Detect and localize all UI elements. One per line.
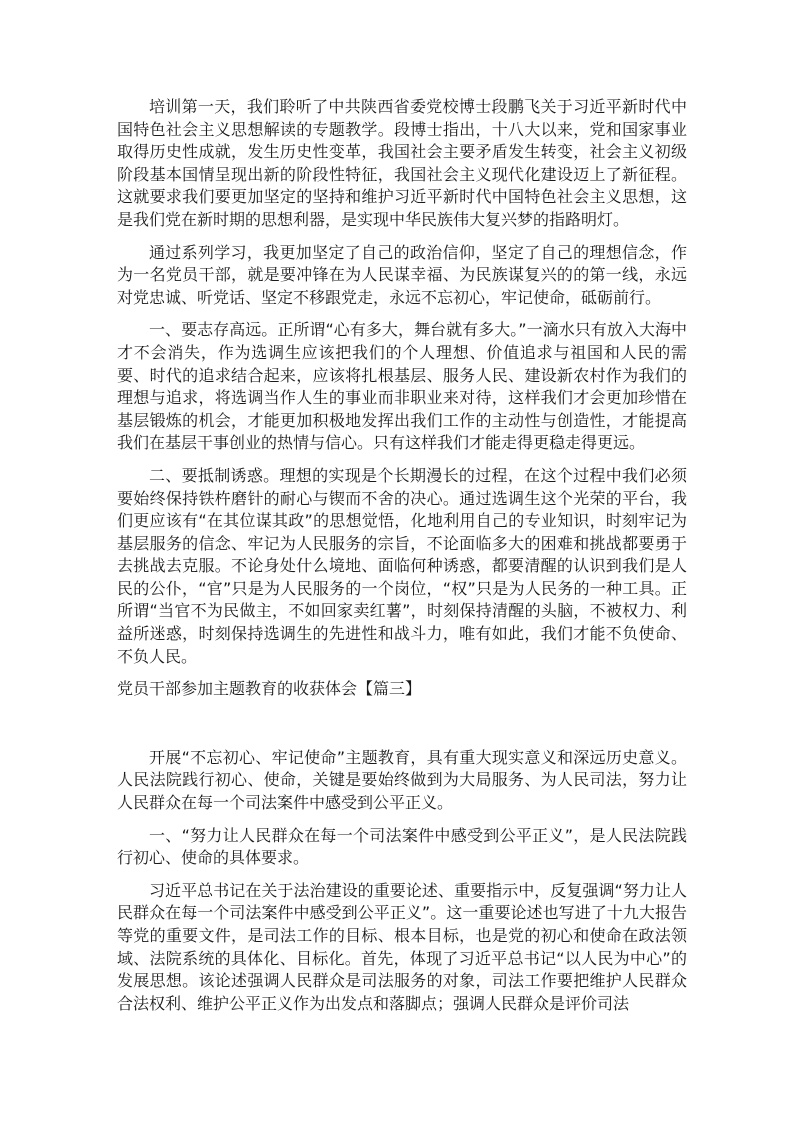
document-body — [117, 96, 687, 1025]
paragraph: 通过系列学习，我更加坚定了自己的政治信仰，坚定了自己的理想信念，作为一名党员干部，就是要冲锋在为人民谋幸福、为民族谋复兴的的第一线，永远对党忠诚、听党话、坚定不移跟党走，永远不忘初心，牢记使命，砥砺前行。 — [117, 242, 687, 307]
paragraph: 二、要抵制诱惑。理想的实现是个长期漫长的过程，在这个过程中我们必须要始终保持铁杵磨针的耐心与锲而不舍的决心。通过选调生这个光荣的平台，我们更应该有“在其位谋其政”的思想觉悟，化地利用自己的专业知识，时刻牢记为基层服务的信念、牢记为人民服务的宗旨，不论面临多大的困难和挑战都要勇于去挑战去克服。不论身处什么境地、面临何种诱惑，都要清醒的认识到我们是人民的公仆，“官”只是为人民服务的一个岗位，“权”只是为人民务的一种工具。正所谓“当官不为民做主，不如回家卖红薯”，时刻保持清醒的头脑，不被权力、利益所迷惑，时刻保持选调生的先进性和战斗力，唯有如此，我们才能不负使命、不负人民。 — [117, 465, 687, 666]
paragraph: 培训第一天，我们聆听了中共陕西省委党校博士段鹏飞关于习近平新时代中国特色社会主义思想解读的专题教学。段博士指出，十八大以来，党和国家事业取得历史性成就，发生历史性变革，我国社会主要矛盾发生转变，社会主义初级阶段基本国情呈现出新的阶段性特征，我国社会主义现代化建设迈上了新征程。这就要求我们要更加坚定的坚持和维护习近平新时代中国特色社会主义思想，这是我们党在新时期的思想利器，是实现中华民族伟大复兴梦的指路明灯。 — [117, 97, 687, 229]
paragraph: 开展“不忘初心、牢记使命”主题教育，具有重大现实意义和深远历史意义。人民法院践行初心、使命，关键是要始终做到为大局服务、为人民司法，努力让人民群众在每一个司法案件中感受到公平正义。 — [117, 747, 687, 813]
paragraph: 一、“努力让人民群众在每一个司法案件中感受到公平正义”，是人民法院践行初心、使命的具体要求。 — [117, 825, 687, 868]
spacer — [117, 711, 687, 747]
paragraph: 习近平总书记在关于法治建设的重要论述、重要指示中，反复强调“努力让人民群众在每一个司法案件中感受到公平正义”。这一重要论述也写进了十九大报告等党的重要文件，是司法工作的目标、根本目标，也是党的初心和使命在政法领域、法院系统的具体化、目标化。首先，体现了习近平总书记“以人民为中心”的发展思想。该论述强调人民群众是司法服务的对象，司法工作要把维护人民群众合法权利、维护公平正义作为出发点和落脚点；强调人民群众是评价司法 — [117, 880, 687, 1013]
paragraph: 一、要志存高远。正所谓“心有多大，舞台就有多大。”一滴水只有放入大海中才不会消失，作为选调生应该把我们的个人理想、价值追求与祖国和人民的需要、时代的追求结合起来，应该将扎根基层、服务人民、建设新农村作为我们的理想与追求，将选调当作人生的事业而非职业来对待，这样我们才会更加珍惜在基层锻炼的机会，才能更加积极地发挥出我们工作的主动性与创造性，才能提高我们在基层干事创业的热情与信心。只有这样我们才能走得更稳走得更远。 — [117, 320, 687, 453]
section-heading: 党员干部参加主题教育的收获体会【篇三】 — [117, 679, 422, 699]
